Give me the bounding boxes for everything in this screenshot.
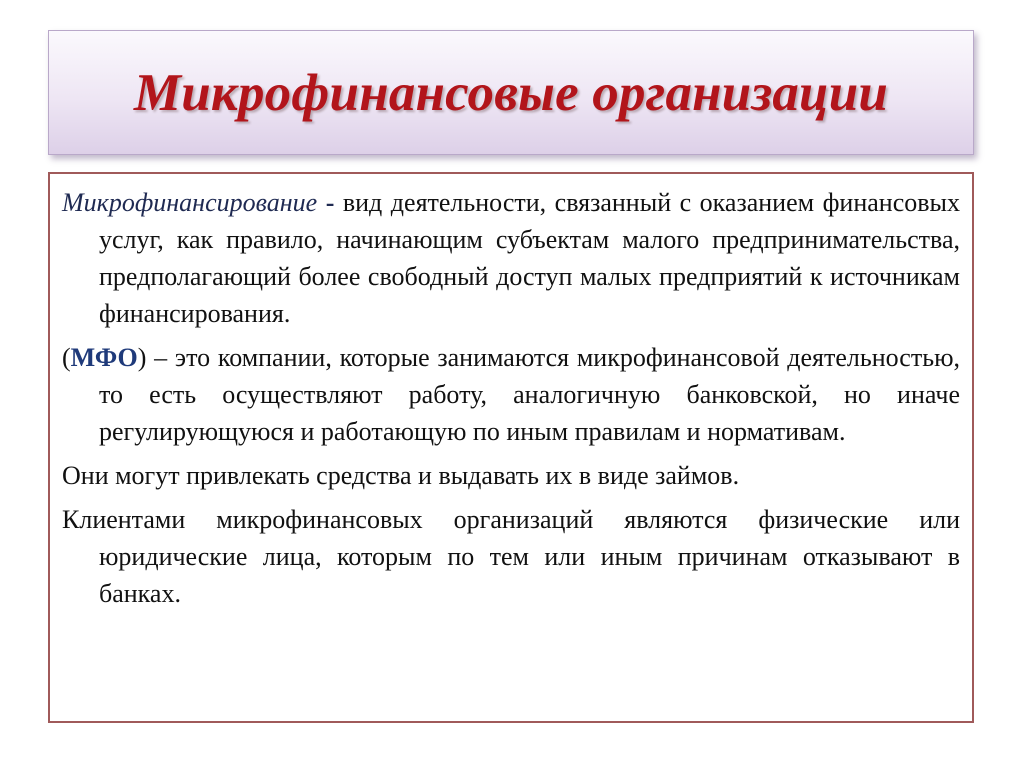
- paragraph-microfinance-definition: [62, 184, 960, 332]
- term-microfinance: Микрофинансирование: [62, 188, 318, 217]
- paragraph-text: Они могут привлекать средства и выдавать их в виде займов.: [62, 461, 740, 490]
- content-panel: [48, 172, 974, 723]
- title-banner: [48, 30, 974, 155]
- paragraph-text: Клиентами микрофинансовых организаций являются физические или юридические лица, которым по тем или иным причинам отказывают в банках.: [62, 505, 960, 608]
- abbr-mfo: МФО: [70, 343, 138, 372]
- paragraph-text: ) – это компании, которые занимаются микрофинансовой деятельностью, то есть осуществляют работу, аналогичную банковской, но иначе регулирующуюся и работающую по иным правилам и нормативам.: [99, 343, 960, 446]
- term-dash: -: [325, 188, 335, 217]
- paragraph-clients: [62, 501, 960, 612]
- paragraph-text: вид деятельности, связанный с оказанием финансовых услуг, как правило, начинающим субъектам малого предпринимательства, предполагающий более свободный доступ малых предприятий к источникам финансирования.: [99, 188, 961, 328]
- paragraph-loans: [62, 457, 960, 494]
- paragraph-mfo-definition: [62, 339, 960, 450]
- open-paren: (: [62, 343, 71, 372]
- slide-title: Микрофинансовые организации: [133, 63, 889, 122]
